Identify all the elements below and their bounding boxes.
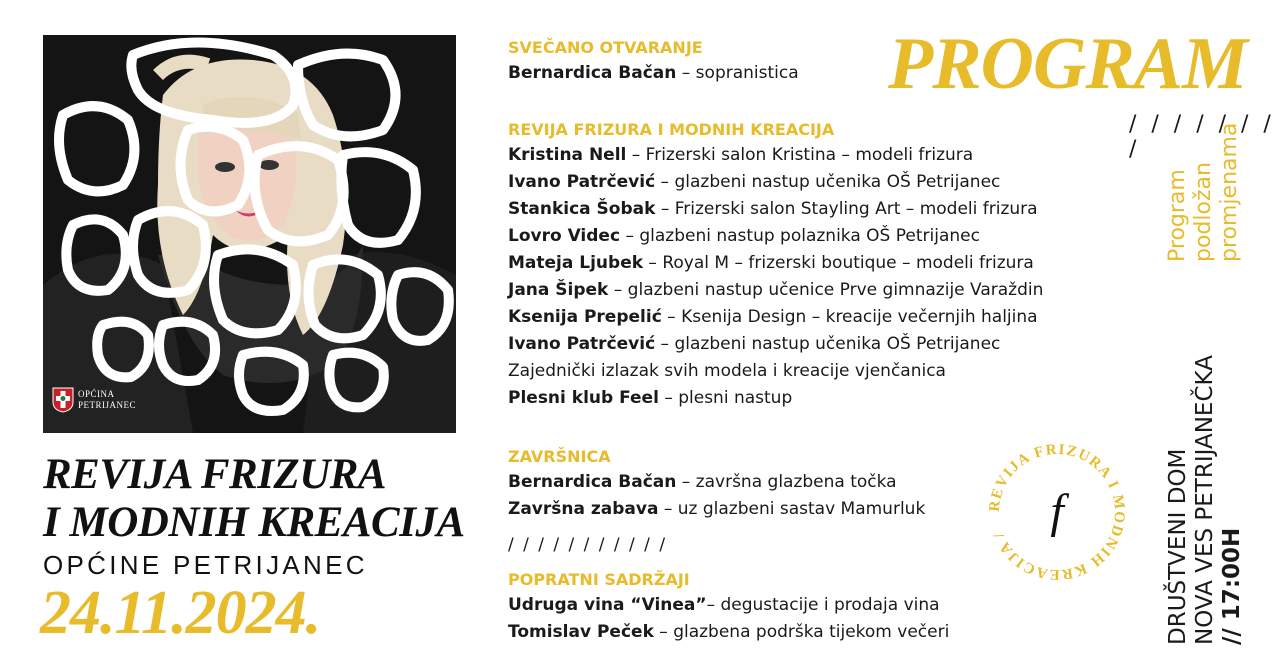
poster-title-line-1: REVIJA FRIZURA (43, 451, 387, 498)
list-item: Kristina Nell – Frizerski salon Kristina – modeli frizura (508, 145, 974, 165)
coat-of-arms-icon (52, 387, 74, 413)
divider-slashes: / / / / / / / / / / / (508, 535, 668, 555)
section-revue (508, 120, 1043, 412)
section-finale (508, 447, 925, 523)
model-photo (43, 35, 456, 433)
decorative-slashes: / / / / / / / / (1129, 112, 1275, 162)
list-item: Bernardica Bačan – sopranistica (508, 63, 799, 83)
list-item: Lovro Videc – glazbeni nastup polaznika OŠ Petrijanec (508, 226, 980, 246)
logo-line-1: OPĆINA (78, 389, 115, 399)
program-title: PROGRAM (888, 23, 1247, 105)
list-item: Jana Šipek – glazbeni nastup učenice Prve gimnazije Varaždin (508, 280, 1044, 300)
logo-line-2: PETRIJANEC (78, 400, 137, 410)
section-opening (508, 38, 799, 87)
badge-center-letter: f (1050, 485, 1064, 538)
list-item: Stankica Šobak – Frizerski salon Stayling Art – modeli frizura (508, 199, 1038, 219)
list-item: Završna zabava – uz glazbeni sastav Mamurluk (508, 499, 926, 519)
list-item: Mateja Ljubek – Royal M – frizerski boutique – modeli frizura (508, 253, 1034, 273)
venue-info: DRUŠTVENI DOM NOVA VES PETRIJANEČKA // 17:00H (1165, 355, 1245, 645)
list-item: Ivano Patrčević – glazbeni nastup učenika OŠ Petrijanec (508, 172, 1001, 192)
section-heading: REVIJA FRIZURA I MODNIH KREACIJA (508, 120, 835, 139)
list-item: Ksenija Prepelić – Ksenija Design – kreacije večernjih haljina (508, 307, 1038, 327)
list-item: Plesni klub Feel – plesni nastup (508, 388, 793, 408)
list-item: Udruga vina “Vinea”– degustacije i prodaja vina (508, 595, 940, 615)
event-date: 24.11.2024. (40, 579, 321, 647)
section-side-events (508, 570, 949, 646)
list-item: Bernardica Bačan – završna glazbena točka (508, 472, 897, 492)
list-item: Ivano Patrčević – glazbeni nastup učenika OŠ Petrijanec (508, 334, 1001, 354)
list-item: Zajednički izlazak svih modela i kreacije vjenčanica (508, 361, 946, 381)
poster-subtitle: OPĆINE PETRIJANEC (43, 550, 368, 580)
municipality-logo (52, 387, 136, 413)
poster-title-line-2: I MODNIH KREACIJA (43, 499, 465, 546)
badge-ring-text: REVIJA FRIZURA I MODNIH KREACIJA / (986, 441, 1128, 583)
section-heading: POPRATNI SADRŽAJI (508, 570, 690, 589)
note-program-changes: Program podložan promjenama (1165, 122, 1242, 262)
list-item: Tomislav Peček – glazbena podrška tijekom večeri (508, 622, 950, 642)
section-heading: SVEČANO OTVARANJE (508, 38, 703, 57)
section-heading: ZAVRŠNICA (508, 447, 611, 466)
revue-badge (980, 435, 1134, 589)
